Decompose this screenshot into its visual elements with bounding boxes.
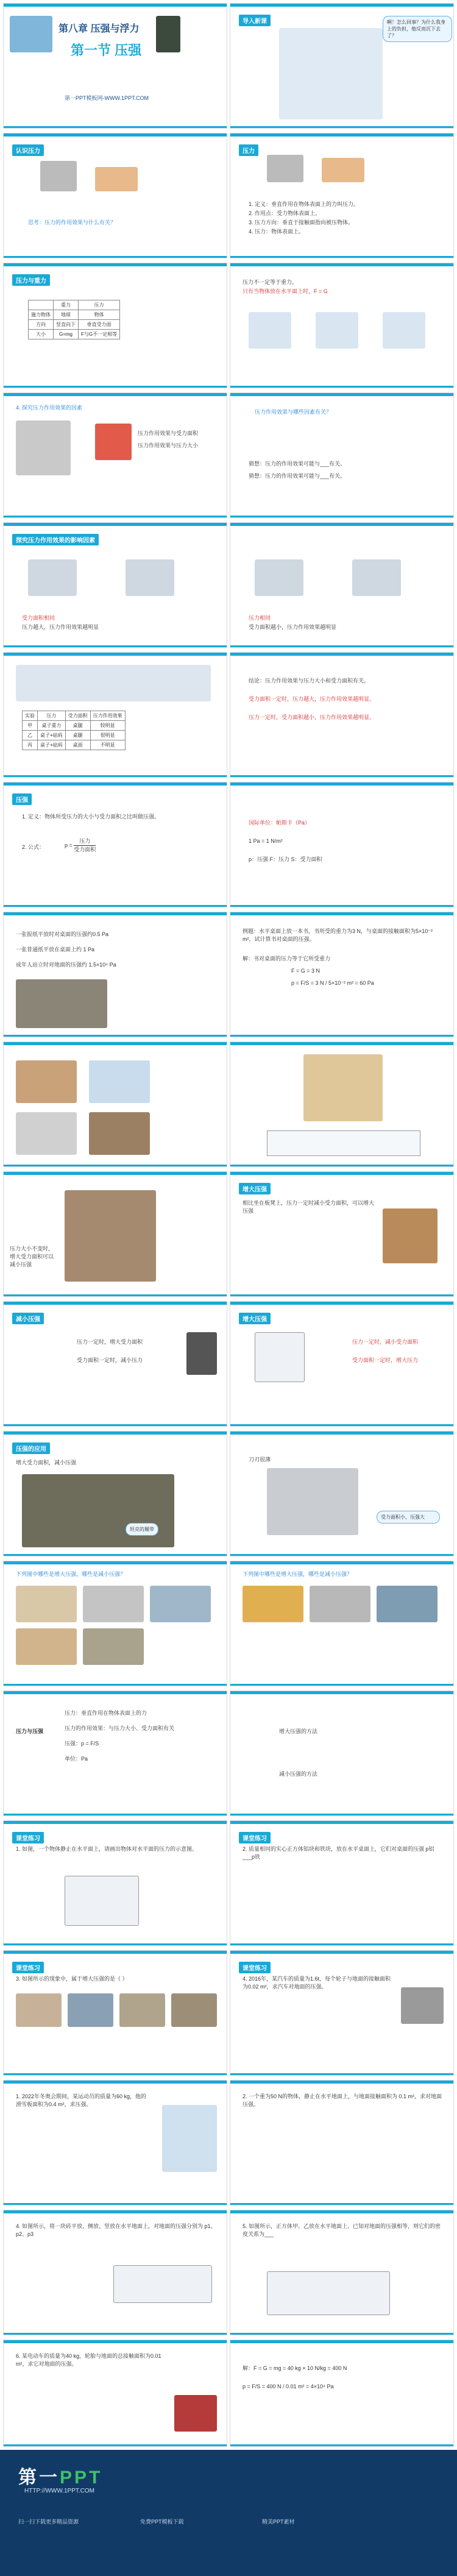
slide-top-bar [4, 653, 227, 656]
exercise-text: 1. 如图，一个物体静止在水平面上，请画出物体对水平面的压力的示意图。 [16, 1846, 198, 1852]
footer-banner [0, 2450, 457, 2576]
slide-top-bar [230, 2210, 453, 2213]
nail-image [16, 1060, 77, 1103]
slide-bottom-bar [230, 905, 453, 907]
summary-item: 单位：Pa [65, 1756, 88, 1762]
quiz-image-2 [310, 1586, 370, 1622]
quiz-image-2 [83, 1586, 144, 1622]
method-line-1: 压力一定时，减小受力面积 [352, 1339, 419, 1345]
formula: p = $\frac{\text{压力}}{\text{受力面积}}$ [65, 838, 96, 853]
slide-explore [3, 392, 227, 518]
table-cell: 很明显 [90, 731, 125, 740]
slide-intro [230, 3, 454, 129]
guess-line-2: 猜想：压力的作用效果可能与___有关。 [249, 473, 346, 479]
slide-tag: 增大压强 [239, 1183, 271, 1194]
note-box [267, 1130, 420, 1156]
slide-bottom-bar [230, 2073, 453, 2075]
slide-top-bar [230, 523, 453, 526]
slide-bottom-bar [230, 1684, 453, 1686]
footer-url[interactable]: HTTP://WWW.1PPT.COM [24, 2488, 94, 2494]
slide-bottom-bar [4, 1684, 227, 1686]
table-cell: 竖直向下 [54, 320, 79, 330]
slide-top-bar [4, 4, 227, 7]
method-line-2: 受力面积一定时，减小压力 [77, 1357, 143, 1363]
slide-bottom-bar [4, 2333, 227, 2335]
table-diagram-1 [255, 559, 303, 596]
slide-pressure-vs-gravity [3, 263, 227, 388]
table-cell: 乙 [23, 731, 38, 740]
tank-image [22, 1474, 174, 1547]
unit-line: 国际单位：帕斯卡（Pa） [249, 820, 311, 826]
slide-bottom-bar [4, 1294, 227, 1296]
block-diagram-3 [383, 312, 425, 349]
knife-image [16, 1112, 77, 1155]
box-diagram [255, 1332, 305, 1382]
slide-pressure-examples [3, 912, 227, 1037]
slide-bottom-bar [230, 775, 453, 777]
table-cell: 丙 [23, 740, 38, 750]
slide-top-bar [230, 1302, 453, 1305]
exercise-diagram [65, 1876, 139, 1926]
slide-top-bar [230, 1691, 453, 1694]
example-line-3: 成年人站立时对地面的压强约 1.5×10⁴ Pa [16, 962, 116, 968]
problem-line-3: F = G = 3 N [291, 968, 321, 974]
slide-images-1 [3, 1041, 227, 1167]
slide-quiz-images-2 [230, 1561, 454, 1686]
footer-col-3: 精美PPT素材 [262, 2519, 295, 2525]
note-line-1: 刀刃很薄 [249, 1457, 271, 1463]
slide-bottom-bar [230, 1035, 453, 1037]
slide-tag: 探究压力作用效果的影响因素 [12, 534, 99, 545]
force-diagram-2 [95, 167, 138, 191]
unit-line-1: 1 Pa = 1 N/m² [249, 838, 283, 844]
brick-diagram [113, 2265, 212, 2303]
slide-bottom-bar [4, 905, 227, 907]
slide-camel [230, 1041, 454, 1167]
slide-bottom-bar [230, 1165, 453, 1166]
experiment-image-1 [16, 420, 71, 475]
track-image [89, 1112, 150, 1155]
slide-exercise-5 [3, 2080, 227, 2205]
slide-tag: 压强的应用 [12, 1442, 50, 1454]
summary-item: 增大压强的方法 [279, 1728, 318, 1734]
slide-bottom-bar [230, 1943, 453, 1945]
table-cell: 大小 [29, 330, 54, 339]
compare-table [28, 300, 120, 339]
stool-image [383, 1208, 438, 1263]
snow-people-image [279, 28, 383, 119]
slide-tag: 课堂练习 [239, 1832, 271, 1843]
slide-tag: 认识压力 [12, 144, 44, 156]
slide-bottom-bar [4, 775, 227, 777]
slide-top-bar [4, 1561, 227, 1564]
footer-logo [18, 2462, 102, 2489]
slide-top-bar [230, 2340, 453, 2343]
solution-line-1: 解：F = G = mg = 40 kg × 10 N/kg = 400 N [243, 2365, 347, 2371]
table-header [29, 300, 54, 310]
brand-text: 第一PPT模板网-WWW.1PPT.COM [65, 95, 149, 101]
slide-solution [230, 2340, 454, 2447]
formula-numerator: 压力 [74, 837, 96, 846]
chapter-title: 第八章 压强与浮力 [58, 24, 140, 34]
def-line-1: 1. 定义：垂直作用在物体表面上的力叫压力。 [249, 201, 360, 207]
table-header: 重力 [54, 300, 79, 310]
knife-image [267, 1468, 358, 1535]
slide-tank [3, 1431, 227, 1556]
slide-tag: 课堂练习 [12, 1962, 44, 1973]
experiment-diagrams [16, 665, 211, 701]
slide-bottom-bar [4, 645, 227, 647]
slide-pressure-not-gravity [230, 263, 454, 388]
table-cell: 桌面 [65, 740, 90, 750]
def-line-3: 3. 压力方向：垂直于接触面指向被压物体。 [249, 219, 354, 225]
quiz-image-1 [243, 1586, 303, 1622]
conclusion-line-2: 受力面积一定时，压力越大，压力作用效果越明显。 [249, 696, 375, 702]
slide-top-bar [230, 4, 453, 7]
slide-bottom-bar [4, 2073, 227, 2075]
footer-col-2: 免费PPT模板下载 [140, 2519, 184, 2525]
note-line-2: 受力面积越小，压力作用效果越明显 [249, 624, 337, 630]
skier-image [89, 1060, 150, 1103]
note-line-1: 增大受力面积，减小压强 [16, 1460, 77, 1466]
slide-bottom-bar [4, 1943, 227, 1945]
def-line-2: 2. 公式： [22, 844, 45, 850]
note-line-2: 压力越大，压力作用效果越明显 [22, 624, 99, 630]
note-line-1: 相比坐在板凳上，压力一定时减小受力面积，可以增大压强 [243, 1200, 375, 1214]
table-cell: 较明显 [90, 721, 125, 731]
slide-top-bar [230, 1042, 453, 1045]
problem-line-1: 例题：水平桌面上放一本书，书所受的重力为3 N，与桌面的接触面积为5×10⁻² m²，试计算书对桌面的压强。 [243, 928, 433, 942]
slide-top-bar [4, 1432, 227, 1435]
slide-pressure-unit [230, 782, 454, 907]
slide-bottom-bar [4, 1814, 227, 1815]
slide-tag: 导入新课 [239, 15, 271, 26]
slide-top-bar [4, 1042, 227, 1045]
slide-bottom-bar [230, 256, 453, 258]
logo-part-a: 第一 [18, 2468, 60, 2488]
formula-denominator: 受力面积 [74, 846, 96, 853]
quiz-image-3 [150, 1586, 211, 1622]
slide-bottom-bar [230, 2444, 453, 2446]
slide-bottom-bar [230, 1424, 453, 1426]
slide-top-bar [4, 1951, 227, 1954]
method-line-2: 受力面积一定时，增大压力 [352, 1357, 419, 1363]
summary-title: 压力与压强 [16, 1728, 44, 1734]
slide-bottom-bar [4, 2203, 227, 2205]
slide-top-bar [230, 1821, 453, 1824]
cube-diagram [267, 2271, 390, 2315]
slide-tag: 增大压强 [239, 1313, 271, 1324]
question-text: 下列图中哪些是增大压强，哪些是减小压强？ [16, 1571, 126, 1577]
question-text: 压力作用效果与哪些因素有关？ [255, 409, 332, 415]
table-cell: 方向 [29, 320, 54, 330]
slide-exercise-3 [3, 1950, 227, 2076]
slide-example-problem [230, 912, 454, 1037]
table-cell: F与G不一定相等 [79, 330, 120, 339]
slide-top-bar [4, 393, 227, 396]
table-cell: 施力物体 [29, 310, 54, 320]
unit-line-2: p：压强 F：压力 S：受力面积 [249, 856, 322, 862]
slide-top-bar [230, 2081, 453, 2084]
slide-top-bar [4, 1821, 227, 1824]
slide-exercise-6 [230, 2080, 454, 2205]
caption-line: 压力大小不变时，增大受力面积可以减小压强 [10, 1246, 54, 1268]
slide-exercise-4 [230, 1950, 454, 2076]
quiz-image-1 [16, 1586, 77, 1622]
def-line-2: 2. 作用点：受力物体表面上。 [249, 210, 321, 216]
slide-bottom-bar [4, 1165, 227, 1166]
slide-images-2 [3, 1171, 227, 1297]
slide-top-bar [230, 263, 453, 266]
table-header: 实验 [23, 711, 38, 721]
option-image-d [171, 1993, 217, 2027]
logo-part-b: PPT [60, 2468, 103, 2488]
slide-guess [230, 392, 454, 518]
table-cell: 垂直受力面 [79, 320, 120, 330]
slide-exercise-9 [3, 2340, 227, 2447]
exercise-text: 4. 如图所示，将一块砖平放、侧放、竖放在水平地面上，对地面的压强分别为 p1、p2、p3 [16, 2223, 216, 2237]
table-header: 受力面积 [65, 711, 90, 721]
solution-line-2: p = F/S = 400 N / 0.01 m² = 4×10⁴ Pa [243, 2383, 334, 2390]
knife-label: 受力面积小，压强大 [377, 1511, 440, 1524]
slide-top-bar [4, 2210, 227, 2213]
tank-label: 坦克的履带 [126, 1523, 158, 1536]
note-line-2: 压力作用效果与压力大小 [138, 442, 199, 449]
option-image-b [68, 1993, 113, 2027]
slide-bottom-bar [230, 2203, 453, 2205]
conclusion-line-1: 结论：压力作用效果与压力大小和受力面积有关。 [249, 678, 370, 684]
slide-cover [3, 3, 227, 129]
slide-increase-pressure [230, 1171, 454, 1297]
conclusion-line-3: 压力一定时，受力面积越小，压力作用效果越明显。 [249, 714, 375, 720]
car-image [401, 1987, 444, 2024]
table-cell: 地球 [54, 310, 79, 320]
section-heading: 4. 探究压力作用效果的因素 [16, 405, 83, 411]
quiz-image-4 [16, 1628, 77, 1665]
slide-tag: 压力 [239, 144, 258, 156]
summary-item: 减小压强的方法 [279, 1771, 318, 1777]
formula-p: p [65, 842, 68, 848]
section-title: 第一节 压强 [71, 43, 142, 58]
table-header: 压力 [38, 711, 66, 721]
table-cell: 桌子重力 [38, 721, 66, 731]
note-line-1: 压力不一定等于重力。 [243, 279, 298, 285]
slide-bottom-bar [4, 516, 227, 517]
slide-pressure-def [230, 133, 454, 258]
slide-summary-2 [230, 1691, 454, 1816]
question-text: 思考：压力的作用效果与什么有关？ [28, 219, 116, 225]
slide-results-table [3, 652, 227, 778]
exercise-text: 5. 如图所示，正方体甲、乙放在水平地面上，已知对地面的压强相等，则它们的密度关系为___ [243, 2223, 441, 2237]
slide-exercise-2 [230, 1820, 454, 1946]
slide-bottom-bar [4, 386, 227, 388]
table-diagram-2 [126, 559, 174, 596]
force-diagram-1 [267, 155, 303, 182]
slide-bottom-bar [230, 386, 453, 388]
slide-knife [230, 1431, 454, 1556]
table-cell: 不明显 [90, 740, 125, 750]
option-image-a [16, 1993, 62, 2027]
slide-exercise-7 [3, 2210, 227, 2335]
guess-line-1: 猜想：压力的作用效果可能与___有关。 [249, 461, 346, 467]
block-diagram-1 [249, 312, 291, 349]
slide-exercise-1 [3, 1820, 227, 1946]
force-diagram-1 [40, 161, 77, 191]
option-image-c [119, 1993, 165, 2027]
question-text: 下列图中哪些是增大压强，哪些是减小压强？ [243, 1571, 353, 1577]
slide-pressure-formula [3, 782, 227, 907]
table-diagram-2 [352, 559, 401, 596]
slide-bottom-bar [230, 126, 453, 128]
slide-bottom-bar [230, 1814, 453, 1815]
scooter-image [174, 2395, 217, 2432]
slide-bottom-bar [230, 645, 453, 647]
slide-top-bar [230, 782, 453, 786]
slide-bottom-bar [4, 1554, 227, 1556]
gravel-image [16, 979, 107, 1028]
problem-line-4: p = F/S = 3 N / 5×10⁻² m² = 60 Pa [291, 980, 374, 986]
slide-experiment-1 [3, 522, 227, 648]
table-cell: 桌腿 [65, 721, 90, 731]
exercise-text: 4. 2016年，某汽车的质量为1.6t，每个轮子与地面的接触面积为0.02 m²，求汽车对地面的压强。 [243, 1976, 391, 1990]
slide-top-bar [4, 263, 227, 266]
woodpecker-image [156, 16, 180, 52]
example-line-1: 一张报纸平放时对桌面的压强约0.5 Pa [16, 931, 109, 937]
method-line-1: 压力一定时，增大受力面积 [77, 1339, 143, 1345]
speech-bubble: 啊！怎么回事？为什么我身上的负担，他反而沉下去了？ [383, 16, 452, 42]
slide-top-bar [230, 393, 453, 396]
table-header: 压力作用效果 [90, 711, 125, 721]
cover-image [10, 16, 52, 52]
force-diagram-2 [322, 158, 364, 182]
table-diagram-1 [28, 559, 77, 596]
slide-top-bar [4, 1691, 227, 1694]
exercise-text: 3. 如图所示的现象中，属于增大压强的是（ ） [16, 1976, 128, 1982]
slide-top-bar [230, 1951, 453, 1954]
slide-bottom-bar [4, 1424, 227, 1426]
slide-top-bar [4, 2081, 227, 2084]
table-cell: 桌子+砝码 [38, 731, 66, 740]
results-table [22, 711, 126, 750]
slide-tag: 减小压强 [12, 1313, 44, 1324]
slide-top-bar [230, 133, 453, 137]
wheel-image [65, 1190, 156, 1282]
slide-top-bar [4, 1172, 227, 1175]
bag-image [186, 1332, 217, 1375]
slide-pressure-intro [3, 133, 227, 258]
slide-reduce-pressure [3, 1301, 227, 1427]
summary-item: 压力的作用效果：与压力大小、受力面积有关 [65, 1725, 175, 1731]
summary-item: 压力：垂直作用在物体表面上的力 [65, 1710, 147, 1716]
slide-top-bar [230, 1561, 453, 1564]
exercise-text: 6. 某电动车的质量为40 kg，轮胎与地面的总接触面积为0.01 m²，求它对地面的压强。 [16, 2353, 161, 2367]
table-cell: 甲 [23, 721, 38, 731]
table-cell: G=mg [54, 330, 79, 339]
slide-bottom-bar [4, 1035, 227, 1037]
slide-bottom-bar [230, 1554, 453, 1556]
exercise-text: 1. 2022年冬奥会期间，某运动员的质量为60 kg，他的滑雪板面积为0.4 m²，求压强。 [16, 2093, 147, 2107]
slide-top-bar [230, 653, 453, 656]
slide-bottom-bar [4, 256, 227, 258]
slide-conclusion [230, 652, 454, 778]
slide-top-bar [230, 1172, 453, 1175]
table-cell: 物体 [79, 310, 120, 320]
quiz-image-5 [83, 1628, 144, 1665]
note-line-1: 受力面积相同 [22, 615, 55, 621]
slide-bottom-bar [4, 126, 227, 128]
slide-exercise-8 [230, 2210, 454, 2335]
note-line-2: 只有当物体放在水平面上时，F = G [243, 288, 328, 294]
exercise-text: 2. 一个重为50 N的物体，静止在水平地面上，与地面接触面积为 0.1 m²，求对地面压强。 [243, 2093, 442, 2107]
skier-image [162, 2105, 217, 2172]
experiment-image-2 [95, 424, 132, 460]
slide-top-bar [4, 2340, 227, 2343]
slide-top-bar [4, 1302, 227, 1305]
def-line-1: 1. 定义：物体所受压力的大小与受力面积之比叫做压强。 [22, 814, 160, 820]
slide-top-bar [230, 912, 453, 915]
example-line-2: 一张普通纸平放在桌面上约 1 Pa [16, 946, 95, 953]
quiz-image-3 [377, 1586, 438, 1622]
slide-bottom-bar [230, 2333, 453, 2335]
slide-top-bar [4, 912, 227, 915]
slide-tag: 课堂练习 [12, 1832, 44, 1843]
footer-col-1: 扫一扫下载更多精品资源 [18, 2519, 79, 2525]
slide-increase-methods [230, 1301, 454, 1427]
note-line-1: 压力相同 [249, 615, 271, 621]
slide-quiz-images-1 [3, 1561, 227, 1686]
exercise-text: 2. 质量相同的实心正方体铝块和铁块，放在水平桌面上，它们对桌面的压强 p铝___p铁 [243, 1846, 434, 1860]
slide-bottom-bar [230, 1294, 453, 1296]
block-diagram-2 [316, 312, 358, 349]
slide-top-bar [4, 523, 227, 526]
slide-top-bar [4, 782, 227, 786]
formula-fraction [74, 837, 96, 854]
slide-bottom-bar [230, 516, 453, 517]
slide-tag: 压力与重力 [12, 274, 50, 286]
table-header: 压力 [79, 300, 120, 310]
table-cell: 桌子+砝码 [38, 740, 66, 750]
slide-top-bar [230, 1432, 453, 1435]
table-cell: 桌腿 [65, 731, 90, 740]
slide-tag: 压强 [12, 793, 32, 805]
summary-item: 压强：p = F/S [65, 1740, 99, 1747]
slide-experiment-2 [230, 522, 454, 648]
slide-tag: 课堂练习 [239, 1962, 271, 1973]
def-line-4: 4. 压力：物体表面上。 [249, 229, 305, 235]
slide-top-bar [4, 133, 227, 137]
slide-bottom-bar [4, 2444, 227, 2446]
note-line-1: 压力作用效果与受力面积 [138, 430, 199, 436]
camel-image [303, 1054, 383, 1121]
slide-summary [3, 1691, 227, 1816]
problem-line-2: 解：书对桌面的压力等于它所受重力 [243, 956, 331, 962]
